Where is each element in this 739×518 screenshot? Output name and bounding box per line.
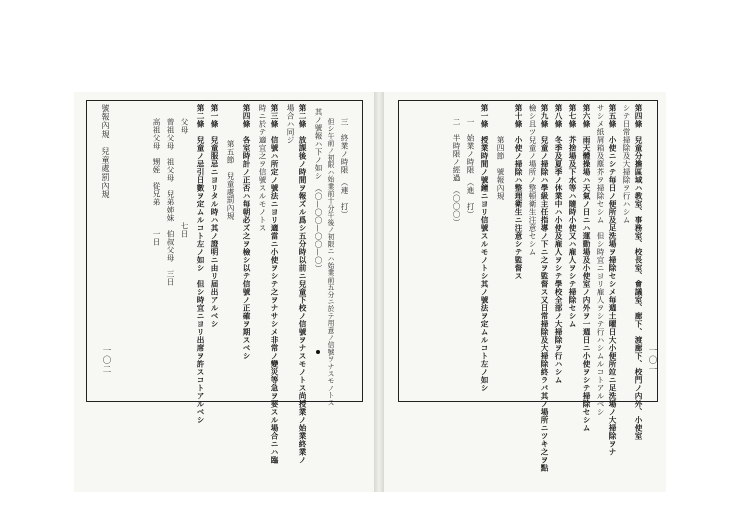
section-heading: 第五節 兒童處罰內規 [226, 140, 235, 220]
text-column: 第九條 兒童ノ掃除ハ學級主任指導ノ下ニ之ヲ監督ス又日常掃除及大掃除終ラバ其ノ場所ニツキ之ヲ點 [540, 104, 549, 472]
text-column: 場合ハ同ジ [286, 104, 295, 144]
text-column: 第六條 雨天體操場ハ天氣ノ日ニハ運動場及小使室ノ内外ヲ一週日ニ小使ヲシテ掃除セシム [582, 104, 591, 432]
text-column: 第四條 各室時計ノ正否ハ每朝必ズ之ヲ檢シ以テ信號ノ正確ヲ期スベシ [242, 104, 251, 360]
text-column: 二 半時限ノ經過 （〇〇〇） [452, 118, 461, 227]
text-column: 第二條 放課後ノ時間ヲ報ズル爲シ五分時以前ニ兒童下校ノ信號ヲナスモノトス尚授業ノ始業終業ノ [298, 104, 307, 464]
ink-dot-mark [316, 350, 320, 354]
section-heading: 第四節 號報內規 [496, 136, 505, 200]
text-column: 檢シ且ツ兒童ノ場所ノ整頓衛生注意セシム [528, 104, 537, 256]
text-column: 第五條 小使ニシテ毎日ノ便所及足洗場ヲ掃除セシメ毎週土曜日大小便所竝ニ足洗場ノ大掃除ヲナ [608, 104, 617, 456]
text-column: 父母 七日 [180, 118, 189, 238]
text-column: 第四條 兒童分擔區域ハ教室、事務室、校長室、會議室、廊下、渡廊下、校門ノ内外、小使室 [634, 104, 643, 440]
text-column: 第十條 小使ノ掃除ハ整理衛生ニ注意シテ監督ス [514, 104, 523, 280]
book-spine [374, 92, 384, 492]
running-head: 號報內規 兒童處罰內規 [101, 104, 110, 199]
text-column: サシメ紙屑箱及塵芥ヲ掃除セシム 但シ時宜ニヨリ雇人ヲシテ行ハシムルコトアルベシ [596, 104, 605, 416]
text-column: 第七條 芥捨場及下水等ハ隨時小使又ハ雇人ヲシテ掃除セシム [568, 104, 577, 328]
text-column: 高祖父母 甥姪 從兄弟 一日 [152, 118, 161, 246]
text-column: 曾祖父母 祖父母 兒弟姉妹 伯叔父母 三日 [166, 118, 175, 286]
text-column: 第一條 授業時間ノ號鐘ニヨリ信號スルモノトシ其ノ號法ヲ定ムルコト左ノ如シ [480, 104, 489, 392]
text-column: 三 終業ノ時限 （連 打） [340, 118, 349, 219]
text-column: 時ニ於テ適宜之ヲ信號スルモノトス [258, 104, 267, 232]
text-column: 第八條 冬季及夏季ノ休業中ハ小使及雇人ヲシテ學校全部ノ大掃除ヲ行ハシム [554, 104, 563, 384]
text-column: 其ノ號報ハ下ノ如シ （〇—〇〇—〇〇—〇） [314, 108, 323, 273]
text-column: 但シ午前ノ初限ハ始業前十分午後ノ初限ニハ始業前五分ニ於テ用意ノ信號ヲナスモノトス [326, 118, 334, 406]
text-column: 第三條 信號ハ所定ノ號法ニヨリ適當ニ小使ヲシテ之ヲナサシメ非常ノ變災等急ヲ要スル場合ニハ臨 [270, 104, 279, 464]
page-number: 一〇一 [647, 346, 657, 375]
page-number: 一〇二 [101, 346, 111, 375]
text-column: 一 始業ノ時限 （進 打） [466, 118, 475, 219]
text-column: シテ日常掃除及大掃除ヲ行ハシム [622, 104, 631, 224]
text-column: 第一條 兒童服忌ニヨリタル時ハ其ノ證明ニ由リ届出アルベシ [210, 104, 219, 328]
text-column: 第二條 兒童ノ忌引日數ヲ定ムルコト左ノ如シ 但シ時宜ニヨリ出席ヲ許スコトアルベシ [196, 104, 205, 424]
